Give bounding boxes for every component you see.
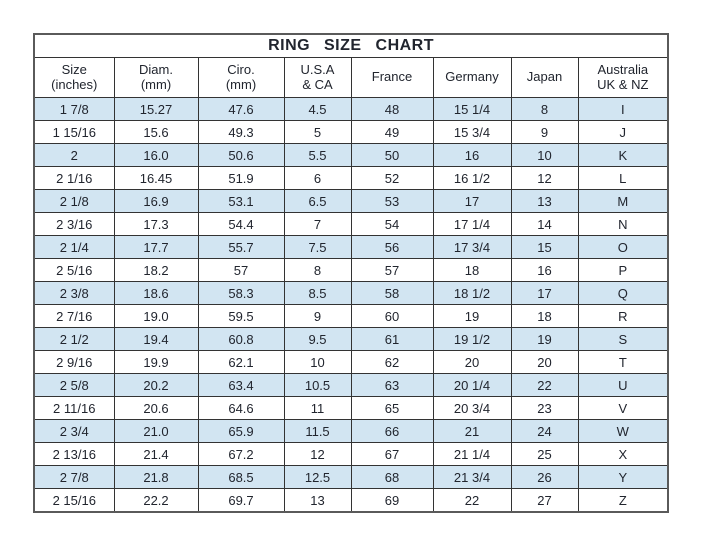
table-cell: 61 — [351, 328, 433, 351]
column-header-line1: Germany — [445, 69, 499, 85]
table-cell: 47.6 — [198, 98, 284, 121]
table-cell: 62.1 — [198, 351, 284, 374]
table-cell: 60.8 — [198, 328, 284, 351]
table-cell: 16 — [433, 144, 511, 167]
table-cell: 60 — [351, 305, 433, 328]
table-cell: 69.7 — [198, 489, 284, 513]
table-cell: 19.0 — [114, 305, 198, 328]
table-cell: R — [578, 305, 668, 328]
column-header — [114, 58, 198, 98]
column-header-line1: Size — [61, 61, 87, 77]
table-cell: 19 — [433, 305, 511, 328]
table-cell: 2 3/4 — [34, 420, 114, 443]
table-cell: W — [578, 420, 668, 443]
table-cell: S — [578, 328, 668, 351]
column-header-line2: (mm) — [140, 76, 172, 92]
table-cell: 18.6 — [114, 282, 198, 305]
table-cell: 10 — [284, 351, 351, 374]
table-cell: 67 — [351, 443, 433, 466]
table-row — [34, 397, 668, 420]
table-cell: 66 — [351, 420, 433, 443]
table-cell: 8 — [511, 98, 578, 121]
table-cell: 22.2 — [114, 489, 198, 513]
table-cell: 18 1/2 — [433, 282, 511, 305]
table-row — [34, 236, 668, 259]
table-cell: 20 1/4 — [433, 374, 511, 397]
table-body — [34, 98, 668, 513]
table-cell: 16.9 — [114, 190, 198, 213]
table-cell: 54.4 — [198, 213, 284, 236]
table-cell: 13 — [284, 489, 351, 513]
table-cell: 53.1 — [198, 190, 284, 213]
chart-title: RING SIZE CHART — [34, 34, 668, 58]
table-cell: 22 — [511, 374, 578, 397]
table-cell: 59.5 — [198, 305, 284, 328]
table-cell: 18.2 — [114, 259, 198, 282]
table-cell: V — [578, 397, 668, 420]
table-cell: 51.9 — [198, 167, 284, 190]
table-cell: 6.5 — [284, 190, 351, 213]
column-header — [198, 58, 284, 98]
table-cell: 15.6 — [114, 121, 198, 144]
table-cell: 2 1/2 — [34, 328, 114, 351]
table-cell: 26 — [511, 466, 578, 489]
table-cell: 21.4 — [114, 443, 198, 466]
table-row — [34, 282, 668, 305]
table-cell: U — [578, 374, 668, 397]
table-row — [34, 443, 668, 466]
table-cell: 15.27 — [114, 98, 198, 121]
ring-size-table — [33, 33, 669, 513]
table-cell: 20 3/4 — [433, 397, 511, 420]
table-cell: 9 — [284, 305, 351, 328]
table-cell: 17.7 — [114, 236, 198, 259]
column-header-line1: Japan — [526, 69, 563, 85]
column-header-line1: Australia — [597, 61, 649, 77]
title-row — [34, 34, 668, 58]
table-cell: Z — [578, 489, 668, 513]
table-cell: 27 — [511, 489, 578, 513]
table-cell: 4.5 — [284, 98, 351, 121]
table-cell: 58 — [351, 282, 433, 305]
table-cell: 18 — [433, 259, 511, 282]
table-cell: 19 1/2 — [433, 328, 511, 351]
header-row — [34, 58, 668, 98]
table-cell: 20 — [511, 351, 578, 374]
table-cell: 11.5 — [284, 420, 351, 443]
column-header — [433, 58, 511, 98]
table-cell: 10 — [511, 144, 578, 167]
table-cell: 2 5/16 — [34, 259, 114, 282]
table-cell: 11 — [284, 397, 351, 420]
column-header-line2: (inches) — [51, 76, 98, 92]
table-cell: 15 — [511, 236, 578, 259]
table-cell: K — [578, 144, 668, 167]
table-cell: 16.0 — [114, 144, 198, 167]
table-cell: 16 1/2 — [433, 167, 511, 190]
table-cell: 48 — [351, 98, 433, 121]
table-cell: 2 7/8 — [34, 466, 114, 489]
column-header-line1: Ciro. — [227, 61, 255, 77]
table-cell: 5 — [284, 121, 351, 144]
table-cell: 63 — [351, 374, 433, 397]
table-cell: 64.6 — [198, 397, 284, 420]
table-cell: 1 7/8 — [34, 98, 114, 121]
table-cell: 9.5 — [284, 328, 351, 351]
table-cell: P — [578, 259, 668, 282]
table-cell: 6 — [284, 167, 351, 190]
table-cell: 16.45 — [114, 167, 198, 190]
table-cell: 15 1/4 — [433, 98, 511, 121]
table-cell: 2 1/4 — [34, 236, 114, 259]
table-cell: 17 1/4 — [433, 213, 511, 236]
table-cell: 15 3/4 — [433, 121, 511, 144]
column-header — [34, 58, 114, 98]
table-cell: 20.2 — [114, 374, 198, 397]
column-header — [578, 58, 668, 98]
table-cell: N — [578, 213, 668, 236]
table-cell: 17.3 — [114, 213, 198, 236]
table-cell: 12 — [284, 443, 351, 466]
table-row — [34, 213, 668, 236]
table-cell: 57 — [351, 259, 433, 282]
table-cell: T — [578, 351, 668, 374]
table-cell: 2 11/16 — [34, 397, 114, 420]
table-cell: 2 1/16 — [34, 167, 114, 190]
table-row — [34, 305, 668, 328]
table-cell: 21 1/4 — [433, 443, 511, 466]
table-cell: 24 — [511, 420, 578, 443]
table-cell: 19.9 — [114, 351, 198, 374]
table-cell: 9 — [511, 121, 578, 144]
table-cell: 20 — [433, 351, 511, 374]
table-cell: 19.4 — [114, 328, 198, 351]
table-cell: 25 — [511, 443, 578, 466]
table-cell: 2 — [34, 144, 114, 167]
table-cell: 52 — [351, 167, 433, 190]
table-cell: 12.5 — [284, 466, 351, 489]
table-cell: 7 — [284, 213, 351, 236]
table-cell: 67.2 — [198, 443, 284, 466]
column-header-line1: France — [371, 69, 413, 85]
table-row — [34, 98, 668, 121]
column-header-line1: U.S.A — [300, 61, 335, 77]
table-row — [34, 328, 668, 351]
table-cell: X — [578, 443, 668, 466]
table-row — [34, 374, 668, 397]
table-row — [34, 259, 668, 282]
table-cell: 14 — [511, 213, 578, 236]
table-cell: 2 1/8 — [34, 190, 114, 213]
column-header — [511, 58, 578, 98]
table-cell: 2 9/16 — [34, 351, 114, 374]
table-cell: 69 — [351, 489, 433, 513]
table-cell: 21 — [433, 420, 511, 443]
table-cell: 2 7/16 — [34, 305, 114, 328]
table-cell: 65 — [351, 397, 433, 420]
table-cell: 2 5/8 — [34, 374, 114, 397]
column-header — [351, 58, 433, 98]
table-cell: 7.5 — [284, 236, 351, 259]
table-cell: 20.6 — [114, 397, 198, 420]
column-header-line2: UK & NZ — [597, 76, 649, 92]
table-cell: 58.3 — [198, 282, 284, 305]
table-cell: 22 — [433, 489, 511, 513]
table-cell: 57 — [198, 259, 284, 282]
table-cell: 17 — [511, 282, 578, 305]
table-cell: 56 — [351, 236, 433, 259]
table-cell: 62 — [351, 351, 433, 374]
table-cell: 2 15/16 — [34, 489, 114, 513]
table-cell: 50 — [351, 144, 433, 167]
table-cell: 1 15/16 — [34, 121, 114, 144]
table-cell: M — [578, 190, 668, 213]
table-cell: 16 — [511, 259, 578, 282]
table-cell: I — [578, 98, 668, 121]
table-cell: 17 — [433, 190, 511, 213]
table-cell: Q — [578, 282, 668, 305]
table-cell: 68.5 — [198, 466, 284, 489]
table-cell: 49 — [351, 121, 433, 144]
table-cell: 18 — [511, 305, 578, 328]
table-cell: 2 13/16 — [34, 443, 114, 466]
table-cell: 53 — [351, 190, 433, 213]
table-row — [34, 466, 668, 489]
table-row — [34, 144, 668, 167]
table-row — [34, 420, 668, 443]
table-cell: 21.8 — [114, 466, 198, 489]
table-cell: Y — [578, 466, 668, 489]
table-row — [34, 351, 668, 374]
table-cell: 12 — [511, 167, 578, 190]
table-cell: 8.5 — [284, 282, 351, 305]
table-cell: J — [578, 121, 668, 144]
table-cell: O — [578, 236, 668, 259]
table-cell: 21 3/4 — [433, 466, 511, 489]
table-cell: 2 3/16 — [34, 213, 114, 236]
table-cell: 19 — [511, 328, 578, 351]
column-header-line2: (mm) — [225, 76, 257, 92]
table-cell: 2 3/8 — [34, 282, 114, 305]
table-cell: 13 — [511, 190, 578, 213]
table-cell: 65.9 — [198, 420, 284, 443]
table-row — [34, 489, 668, 513]
table-head — [34, 34, 668, 98]
column-header — [284, 58, 351, 98]
table-row — [34, 167, 668, 190]
table-row — [34, 121, 668, 144]
table-cell: 10.5 — [284, 374, 351, 397]
table-cell: 63.4 — [198, 374, 284, 397]
table-cell: 17 3/4 — [433, 236, 511, 259]
table-cell: 21.0 — [114, 420, 198, 443]
table-cell: 5.5 — [284, 144, 351, 167]
table-cell: 23 — [511, 397, 578, 420]
table-cell: 68 — [351, 466, 433, 489]
table-cell: 55.7 — [198, 236, 284, 259]
column-header-line2: & CA — [302, 76, 333, 92]
table-cell: 54 — [351, 213, 433, 236]
table-cell: L — [578, 167, 668, 190]
column-header-line1: Diam. — [139, 61, 173, 77]
table-row — [34, 190, 668, 213]
table-cell: 49.3 — [198, 121, 284, 144]
table-cell: 50.6 — [198, 144, 284, 167]
table-cell: 8 — [284, 259, 351, 282]
